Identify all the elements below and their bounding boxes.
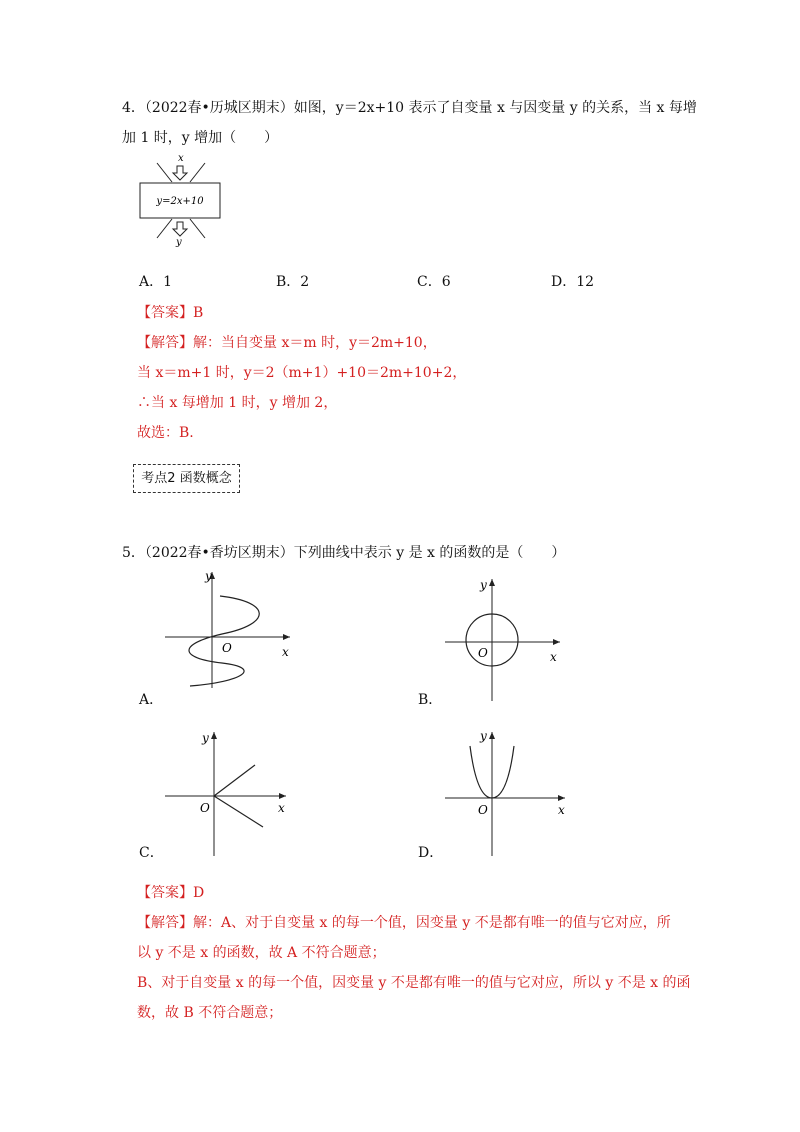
machine-input-label: x [178, 153, 184, 164]
q5-choice-b: B． [418, 692, 443, 708]
x-axis-arrow-icon [279, 793, 286, 799]
q5-choice-c: C． [139, 845, 164, 861]
y-axis-arrow-icon [489, 732, 495, 739]
funnel-line [157, 219, 172, 238]
y-axis-arrow-icon [211, 732, 217, 739]
funnel-line [190, 163, 205, 182]
x-label: x [558, 803, 565, 817]
function-machine-diagram [135, 150, 230, 250]
q4-choice-a: A．1 [139, 274, 173, 290]
x-axis-arrow-icon [553, 639, 560, 645]
q4-choice-b: B．2 [276, 274, 310, 290]
y-axis-arrow-icon [489, 579, 495, 586]
q4-choice-c: C．6 [417, 274, 451, 290]
graph-b [440, 575, 568, 705]
q5-answer: 【答案】D [137, 885, 205, 901]
q4-answer: 【答案】B [137, 305, 204, 321]
x-axis-arrow-icon [558, 795, 565, 801]
q4-solution-4: 故选：B. [137, 425, 194, 441]
graph-a [160, 568, 295, 690]
machine-output-label: y [176, 237, 182, 248]
origin-label: O [478, 646, 488, 660]
q4-choice-d: D．12 [551, 274, 595, 290]
y-label: y [202, 731, 209, 745]
origin-label: O [200, 801, 210, 815]
q5-choice-a: A． [139, 692, 164, 708]
q5-solution-4: 数，故 B 不符合题意； [137, 1005, 283, 1021]
q5-solution-1: 【解答】解：A、对于自变量 x 的每一个值，因变量 y 不是都有唯一的值与它对应，所 [137, 915, 671, 931]
q4-solution-1: 【解答】解：当自变量 x＝m 时，y＝2m+10， [137, 335, 437, 351]
machine-formula: y=2x+10 [156, 196, 204, 207]
curve-c-upper-ray [214, 765, 255, 796]
x-label: x [550, 650, 557, 664]
graph-d [440, 728, 570, 858]
q4-stem-line1: 4．（2022春•历城区期末）如图，y＝2x+10 表示了自变量 x 与因变量 y 的关系，当 x 每增 [122, 100, 697, 116]
topic-box: 考点2 函数概念 [133, 464, 240, 493]
q4-solution-3: ∴当 x 每增加 1 时，y 增加 2， [137, 395, 338, 411]
funnel-line [190, 219, 205, 238]
down-arrow-out-icon [173, 222, 187, 236]
graph-c [160, 728, 295, 858]
x-label: x [278, 801, 285, 815]
down-arrow-in-icon [173, 166, 187, 180]
x-axis-arrow-icon [283, 634, 290, 640]
funnel-line [157, 163, 172, 182]
y-label: y [480, 578, 487, 592]
y-label: y [480, 729, 487, 743]
curve-c-lower-ray [214, 796, 263, 827]
q5-choice-d: D． [418, 845, 444, 861]
q4-solution-2: 当 x＝m+1 时，y＝2（m+1）+10＝2m+10+2， [137, 365, 467, 381]
q5-solution-3: B、对于自变量 x 的每一个值，因变量 y 不是都有唯一的值与它对应，所以 y 不是 x 的函 [137, 975, 691, 991]
q5-stem: 5．（2022春•香坊区期末）下列曲线中表示 y 是 x 的函数的是（ ） [122, 545, 566, 561]
q4-stem-line2: 加 1 时，y 增加（ ） [122, 130, 279, 146]
y-label: y [205, 569, 212, 583]
origin-label: O [222, 641, 232, 655]
q5-solution-2: 以 y 不是 x 的函数，故 A 不符合题意； [137, 945, 386, 961]
x-label: x [282, 645, 289, 659]
origin-label: O [478, 803, 488, 817]
